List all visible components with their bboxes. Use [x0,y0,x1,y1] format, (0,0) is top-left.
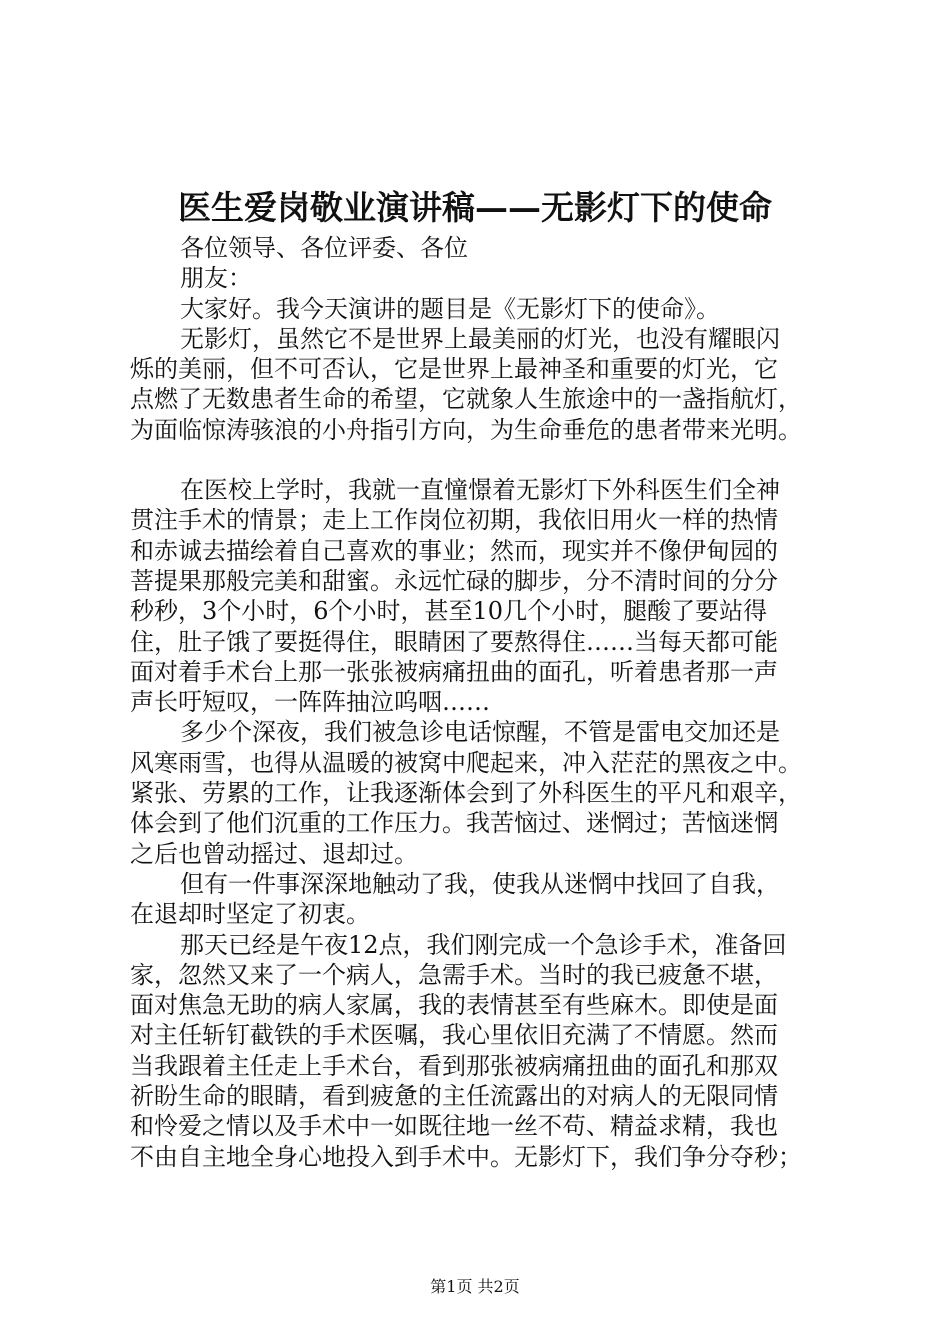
paragraph-line: 之后也曾动摇过、退却过。 [130,839,418,868]
paragraph-line: 祈盼生命的眼睛，看到疲惫的主任流露出的对病人的无限同情 [130,1082,778,1111]
paragraph-line: 菩提果那般完美和甜蜜。永远忙碌的脚步，分不清时间的分分 [130,566,778,595]
paragraph-line: 在退却时坚定了初衷。 [130,900,370,929]
paragraph-line: 对主任斩钉截铁的手术医嘱，我心里依旧充满了不情愿。然而 [130,1021,778,1050]
paragraph-line: 紧张、劳累的工作，让我逐渐体会到了外科医生的平凡和艰辛， [130,779,802,808]
paragraph-line: 体会到了他们沉重的工作压力。我苦恼过、迷惘过；苦恼迷惘 [130,809,778,838]
paragraph-line: 家，忽然又来了一个病人，急需手术。当时的我已疲惫不堪， [130,960,778,989]
paragraph-line: 但有一件事深深地触动了我，使我从迷惘中找回了自我， [180,869,780,898]
paragraph-line: 贯注手术的情景；走上工作岗位初期，我依旧用火一样的热情 [130,506,778,535]
document-title: 医生爱岗敬业演讲稿——无影灯下的使命 [178,188,772,227]
paragraph-line: 面对着手术台上那一张张被病痛扭曲的面孔，听着患者那一声 [130,657,778,686]
paragraph-line: 烁的美丽，但不可否认，它是世界上最神圣和重要的灯光，它 [130,355,778,384]
paragraph-line: 风寒雨雪，也得从温暖的被窝中爬起来，冲入茫茫的黑夜之中。 [130,748,802,777]
paragraph-line: 点燃了无数患者生命的希望，它就象人生旅途中的一盏指航灯， [130,385,802,414]
paragraph-line: 在医校上学时，我就一直憧憬着无影灯下外科医生们全神 [180,476,780,505]
paragraph-line: 大家好。我今天演讲的题目是《无影灯下的使命》。 [180,294,720,323]
paragraph-line: 面对焦急无助的病人家属，我的表情甚至有些麻木。即使是面 [130,991,778,1020]
paragraph-gap [130,445,835,475]
paragraph-line: 声长吁短叹，一阵阵抽泣呜咽…… [130,688,490,717]
paragraph-line: 住，肚子饿了要挺得住，眼睛困了要熬得住……当每天都可能 [130,627,778,656]
salutation-line: 朋友： [180,264,252,293]
salutation-line: 各位领导、各位评委、各位 [180,234,468,262]
paragraph-line: 秒秒，3个小时，6个小时，甚至10几个小时，腿酸了要站得 [130,597,768,626]
paragraph-line: 当我跟着主任走上手术台，看到那张被病痛扭曲的面孔和那双 [130,1051,778,1080]
paragraph-line: 和怜爱之情以及手术中一如既往地一丝不苟、精益求精，我也 [130,1112,778,1141]
page-footer: 第1页 共2页 [430,1277,520,1296]
paragraph-line: 多少个深夜，我们被急诊电话惊醒，不管是雷电交加还是 [180,718,780,747]
document-body [130,233,835,1172]
paragraph-line: 那天已经是午夜12点，我们刚完成一个急诊手术，准备回 [180,930,787,959]
paragraph-line: 无影灯，虽然它不是世界上最美丽的灯光，也没有耀眼闪 [180,324,780,353]
paragraph-line: 和赤诚去描绘着自己喜欢的事业；然而，现实并不像伊甸园的 [130,536,778,565]
paragraph-line: 不由自主地全身心地投入到手术中。无影灯下，我们争分夺秒； [130,1142,802,1171]
paragraph-line: 为面临惊涛骇浪的小舟指引方向，为生命垂危的患者带来光明。 [130,415,802,444]
